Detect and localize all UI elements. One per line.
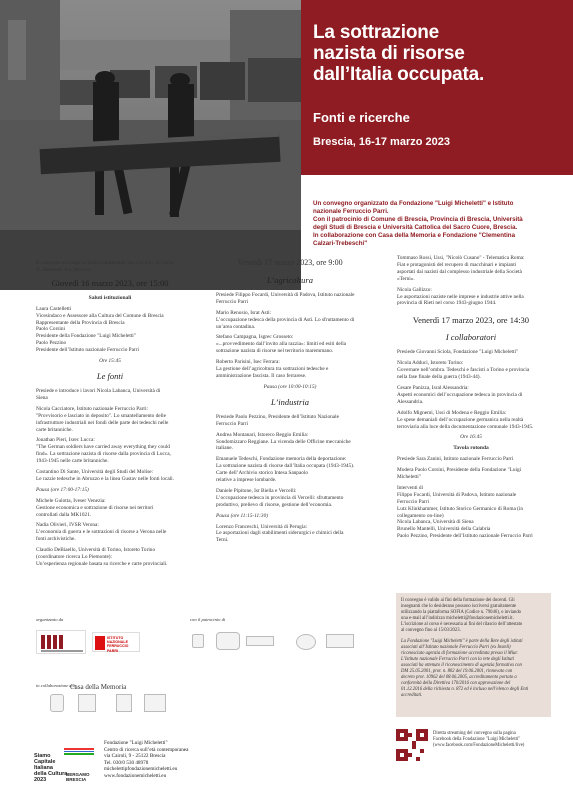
collab-logo-1 — [50, 694, 64, 712]
parri-logo — [92, 632, 140, 652]
talk-item: Roberto Parisini, Isec Ferrara: La gestione dell’agricoltura tra sottrazioni tedesche e amministrazione fascista. Il caso ferrarese. — [216, 359, 329, 379]
chair-text: Presiede e introduce i lavori Nicola Labanca, Università di Siena — [36, 387, 161, 401]
provincia-brescia-logo — [216, 632, 240, 650]
capitale-cultura-logo: Siamo Capitale Italiana della Cultura 2023 — [34, 753, 68, 783]
notes-box — [396, 593, 551, 717]
talk-item: Lorenzo Franceschi, Università di Perugia: Le asportazioni dagli stabilimenti siderurgici e chimici della Terni. — [216, 523, 344, 544]
section-title: L’industria — [271, 396, 309, 407]
micheletti-logo-icon — [37, 631, 87, 655]
venue-text: Il convegno si svolge al Teatro auditorium San Carlino, in Corso G. Matteotti, 6/a, Brescia. — [36, 260, 174, 273]
parri-logo-text: ISTITUTO NAZIONALE FERRUCCIO PARRI — [107, 636, 129, 653]
page-subtitle: Fonti e ricerche — [313, 110, 410, 125]
casa-memoria-logo: Casa della Memoria — [70, 683, 127, 691]
pause-label: Pausa (ore 11:15-11:30) — [216, 512, 268, 519]
talk-item: Adolfo Mignemi, Ussi di Modena e Reggio Emilia: Le spese demaniali dell’occupazione germanica nella realtà terroviaria alla luce della documentazione comunale 1943-1945. — [397, 409, 534, 430]
talk-item: Nadia Olivieri, IVSR Verona: L’economia di guerra e le sottrazioni di risorse a Verona nelle fonti archivistiche. — [36, 522, 167, 543]
unibs-logo — [246, 636, 274, 646]
organizers-label: organizzato da — [36, 617, 64, 622]
program-column-2 — [216, 260, 364, 548]
talk-item: Andrea Montanari, Istoreco Reggio Emilia: Sondomizzaro Reggiane. La vicenda delle Officine meccaniche italiane. — [216, 431, 351, 452]
fondazione-contacts: Fondazione "Luigi Micheletti" Centro di ricerca sull’età contemporanea via Cairoli, 9 - 25122 Brescia Tel. 030/0 530 48978 michelettipfondazionemicheletti.eu www.fondazionemicheletti.eu — [104, 740, 189, 779]
section-title: Le fonti — [96, 370, 124, 381]
pause-label: Pausa (ore 17:00-17:15) — [36, 486, 89, 493]
talk-item: Tommaso Rossi, Ussi, "Nicolò Cusano" - Telematica Roma: Fiat e protagonisti del recupero di macchinari e impianti asportati dai nazisti dal complesso industriale della Società «Terni». — [397, 255, 525, 282]
talk-item: Nicola Cacciatore, Istituto nazionale Ferruccio Parri: "Provvisorio e lasciato in deposito". Lo smantellamento delle infrastrutture industriali nei fondi delle parte dei tedeschi nelle carte britanniche. — [36, 405, 169, 433]
saluti-title: Saluti istituzionali — [88, 294, 132, 301]
day1-date: Giovedì 16 marzo 2023, ore 15:00 — [51, 277, 169, 288]
header-photo — [0, 0, 301, 290]
section-title: L’agricoltura — [267, 274, 313, 285]
time-label: Ore 16:45 — [460, 434, 482, 441]
program-column-3 — [397, 255, 545, 544]
talk-item: Emanuele Tedeschi, Fondazione memoria della deportazione: La sottrazione nazista di risorse dall’Italia occupata (1943-1945). Carte dell’Archivio storico Intesa Sanpaolo relative a imprese lombarde. — [216, 456, 355, 484]
patronage-label: con il patrocinio di — [190, 617, 226, 622]
saluti-list: Laura Castelletti Vicesindaco e Assessore alla Cultura del Comune di Brescia Rappresentante della Provincia di Brescia Paolo Corsini Presidente della Fondazione "Luigi Micheletti" Paolo Pezzino Presidente dell’Istituto nazionale Ferruccio Parri — [36, 305, 164, 354]
intro-text: Un convegno organizzato da Fondazione "Luigi Micheletti" e Istituto nazionale Ferruccio Parri. Con il patrocinio di Comune di Brescia, Provincia di Brescia, Università degli Studi di Brescia e Università Cattolica del Sacro Cuore, Brescia. In collaborazione con Casa della Memoria e Fondazione "Clementina Calzari-Trebeschi" — [313, 200, 523, 247]
streaming-text: Diretta streaming del convegno sulla pagina Facebook della Fondazione "Luigi Micheletti" (www.facebook.com/FondazioneMicheletti/live) — [433, 731, 525, 749]
round-table-title: Tavola rotonda — [453, 445, 489, 452]
page-title: La sottrazione nazista di risorse dall’Italia occupata. — [313, 22, 485, 85]
talk-item: Jonathan Pieri, Isrec Lucca: "The German soldiers have carried away everything they could find». La sottrazione nazista di risorse dalla provincia di Lucca, 1943-1945 nelle carte britanniche. — [36, 437, 171, 465]
round-chair: Presiede Sara Zanini, Istituto nazionale Ferruccio Parri — [397, 456, 514, 463]
training-note: Il convegno è valido ai fini della formazione dei docenti. Gli insegnanti che lo desiderano possono iscriversi gratuitamente utilizzando la piattaforma SOFIA (Codice n. 79046), o inviando una e-mail all’indirizzo micheletti@fondazionemicheletti.it. L’iscrizione al corso è necessaria ai fini del rilascio dell’attestato al convegno fino al 15/03/2023. — [401, 598, 523, 634]
talk-item: Claudio DeBiaello, Università di Torino, Istoreto Torino (coordinatore ricerca Lo Piemonte): Un’esperienza regionale basata su ricerche e carte provinciali. — [36, 547, 168, 567]
talk-item: Stefano Campagna, Isgrec Grosseto: «...provvedimento dall’invito alla razzia»: limiti ed esiti della sottrazione nazista di risorse nel territorio maremmano. — [216, 334, 347, 355]
program-column-1 — [36, 260, 184, 572]
talk-item: Daniele Pipitone, Isr Biella e Vercelli: L’occupazione tedesca in provincia di Vercelli: sfruttamento produttivo, prelievo di risorse, gestione dell’economia. — [216, 487, 344, 508]
talk-item: Costantino Di Sante, Università degli Studi del Molise: Le razzie tedesche in Abruzzo e la linea Gustav nelle fonti locali. — [36, 469, 174, 482]
event-dates: Brescia, 16-17 marzo 2023 — [313, 136, 450, 148]
parri-logo-icon — [95, 636, 105, 650]
capitale-stripes-icon — [64, 748, 94, 754]
pause-label: Pausa (ore 10:00-10:15) — [263, 383, 317, 390]
chair-text: Presiede Filippo Focardi, Università di Padova, Istituto nazionale Ferruccio Parri — [216, 291, 355, 305]
collab-label: in collaborazione con — [36, 683, 77, 688]
accreditation-note: La Fondazione "Luigi Micheletti" è parte della Rete degli istituti associati all’Istituto nazionale Ferruccio Parri (ex Insmli) riconosciuto agenzia di formazione accreditata presso il Miur. L’Istituto nazionale Ferruccio Parri con la rete degli Istituti associati ha ottenuto il riconoscimento di agenzia formativa con DM 25.05.2001, prot. n. 802 del 19.06.2001, rinnovato con decreto prot. 10962 del 08.06.2005, accreditamento portato a conformità della Direttiva 170/2016 con approvazione del 01.12.2016 della richiesta n. 872 ed è incluso nell’elenco degli Enti accreditati. — [401, 638, 529, 699]
trebeschi-logo — [326, 634, 354, 648]
micheletti-logo — [36, 630, 86, 654]
round-speakers: Interventi di Filippo Focardi, Università di Padova, Istituto nazionale Ferruccio Parri Lutz Klinkhammer, Istituto Storico Germanico di Roma (in collegamento on-line) Nicola Labanca, Università di Siena Brunello Mantelli, Università della Calabria Paolo Pezzino, Presidente dell’Istituto nazionale Ferruccio Parri — [397, 484, 533, 540]
collab-logo-3 — [116, 694, 132, 712]
section-title: I collaboratori — [445, 332, 497, 343]
qr-code-icon[interactable] — [396, 729, 428, 761]
talk-item: Mario Renosio, Israt Asti: L’occupazione tedesca della provincia di Asti. Lo sfruttamento di un’area contadina. — [216, 309, 355, 330]
round-moderator: Modera Paolo Corsini, Presidente della Fondazione "Luigi Micheletti" — [397, 467, 522, 481]
collab-logo-2 — [78, 694, 96, 712]
collab-logo-4 — [144, 694, 166, 712]
talk-item: Nicola Gallizzo: Le asportazioni naziste nelle imprese e industrie attive nella provincia di Rieti nel corso 1943-giugno 1944. — [397, 286, 524, 307]
day2-afternoon-date: Venerdì 17 marzo 2023, ore 14:30 — [412, 315, 530, 326]
chair-text: Presiede Giovanni Sciola, Fondazione "Luigi Micheletti" — [397, 349, 519, 356]
soldiers-photo-icon — [0, 0, 301, 290]
unicatt-logo — [296, 634, 316, 650]
talk-item: Cesare Panizza, Isral Alessandria: Aspetti economici dell’occupazione tedesca in provincia di Alessandria. — [397, 384, 523, 405]
time-label: Ore 15:45 — [99, 358, 121, 365]
chair-text: Presiede Paolo Pezzino, Presidente dell’Istituto Nazionale Ferruccio Parri — [216, 413, 339, 427]
comune-brescia-logo — [192, 634, 204, 648]
bergamo-brescia-label: BERGAMO BRESCIA — [66, 772, 90, 782]
talk-item: Michele Gulotta, Iveser Venezia: Gestione economica e sottrazione di risorse nei territori controllati dalla MK1021. — [36, 497, 154, 518]
talk-item: Nicola Adduci, Istoreto Torino: Governare nell’ombra. Tedeschi e fascisti a Torino e provincia nella fase finale della guerra (1943-44). — [397, 360, 530, 381]
day2-date: Venerdì 17 marzo 2023, ore 9:00 — [237, 258, 343, 267]
